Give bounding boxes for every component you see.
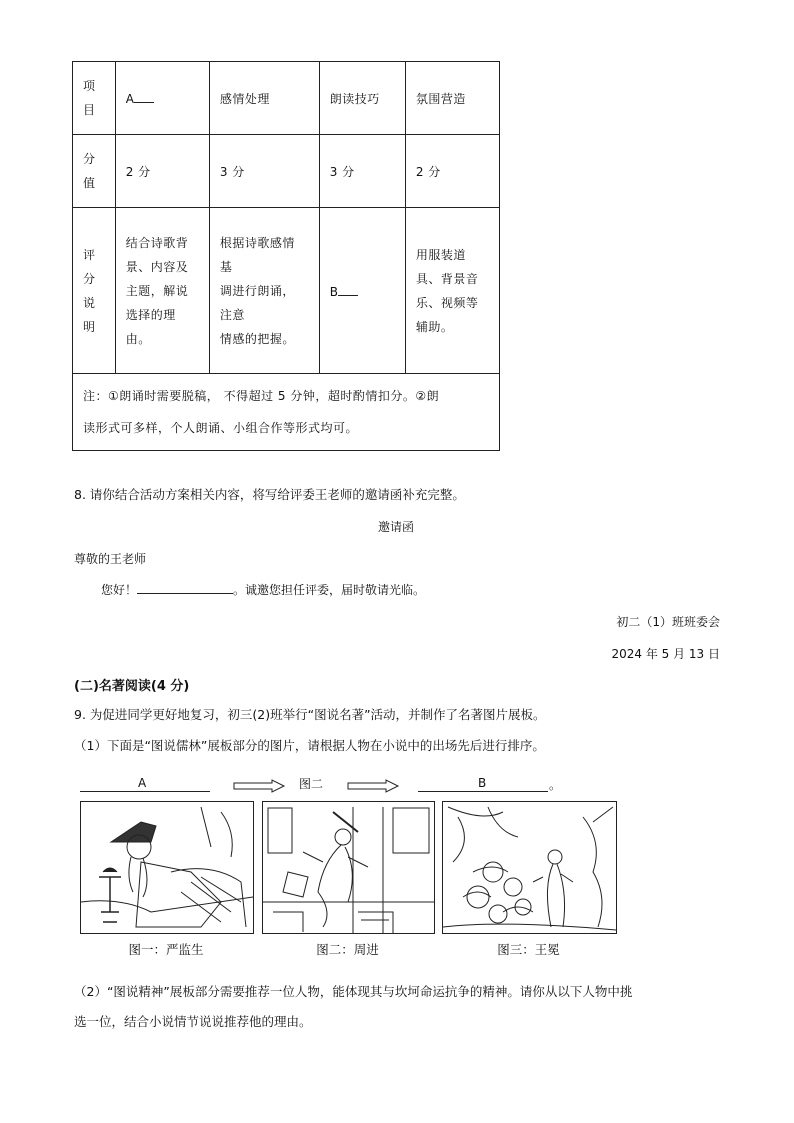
letter-signature: 初二（1）班班委会 xyxy=(616,615,720,629)
cell-line: 注意 xyxy=(219,307,245,322)
cell-emotion: 感情处理 xyxy=(209,62,319,135)
cell-criteria-emotion xyxy=(209,208,319,374)
note-line: 读形式可多样，个人朗诵、小组合作等形式均可。 xyxy=(83,421,359,435)
cell-line: 选择的理 xyxy=(125,307,176,322)
cell-line: 乐、视频等 xyxy=(415,295,479,310)
table-row xyxy=(73,62,500,135)
q9-sub2 xyxy=(74,977,734,1037)
letter-salutation: 尊敬的王老师 xyxy=(74,552,147,566)
caption-3: 图三：王冕 xyxy=(497,942,560,957)
cell-text: A xyxy=(125,92,135,106)
answer-line-a xyxy=(80,791,210,792)
cell-criteria-a xyxy=(115,208,209,374)
cell-a xyxy=(115,62,209,135)
cell-score: 2 分 xyxy=(115,135,209,208)
flow-label-b: B xyxy=(478,776,487,790)
row-label-criteria xyxy=(73,208,116,374)
letter-title: 邀请函 xyxy=(378,520,415,534)
label-char: 目 xyxy=(83,103,96,117)
label-char: 分 xyxy=(83,152,96,166)
scoring-table xyxy=(72,61,500,451)
cell-line: 由。 xyxy=(125,331,151,346)
table-row xyxy=(73,374,500,451)
illustration-scholar-icon xyxy=(81,802,253,933)
cell-technique: 朗读技巧 xyxy=(319,62,405,135)
cell-text: B xyxy=(329,284,339,299)
flow-label-a: A xyxy=(138,776,147,790)
caption-1: 图一：严监生 xyxy=(128,942,204,957)
q9-sub2-line: 选一位，结合小说情节说说推荐他的理由。 xyxy=(74,1014,312,1029)
label-char: 值 xyxy=(83,176,96,190)
arrow-right-icon xyxy=(346,779,400,793)
cell-line: 辅助。 xyxy=(415,319,454,334)
cell-line: 主题，解说 xyxy=(125,283,189,298)
letter-date: 2024 年 5 月 13 日 xyxy=(611,647,720,661)
cell-score: 2 分 xyxy=(405,135,499,208)
table-row xyxy=(73,135,500,208)
label-char: 评 xyxy=(83,247,96,262)
blank-b xyxy=(338,283,358,296)
row-label-item xyxy=(73,62,116,135)
illustration-2 xyxy=(262,801,435,934)
cell-line: 根据诗歌感情 xyxy=(219,235,295,250)
arrow-right-icon xyxy=(232,779,286,793)
answer-line-b xyxy=(418,791,548,792)
row-label-score xyxy=(73,135,116,208)
table-row xyxy=(73,208,500,374)
flow-label-mid: 图二 xyxy=(299,777,324,791)
cell-line: 调进行朗诵， xyxy=(219,283,295,298)
q9-sub1: （1）下面是“图说儒林”展板部分的图片，请根据人物在小说中的出场先后进行排序。 xyxy=(74,738,545,753)
label-char: 项 xyxy=(83,79,96,93)
cell-line: 基 xyxy=(219,259,233,274)
cell-line: 具、背景音 xyxy=(415,271,479,286)
blank-a xyxy=(134,90,154,103)
table-note xyxy=(73,374,500,451)
q8-prompt: 8. 请你结合活动方案相关内容，将写给评委王老师的邀请函补充完整。 xyxy=(74,487,465,502)
flow-end-mark: 。 xyxy=(549,778,562,792)
letter-greeting: 您好！ xyxy=(101,583,138,597)
q9-sub2-line: （2）“图说精神”展板部分需要推荐一位人物，能体现其与坎坷命运抗争的精神。请你从以下人物中挑 xyxy=(74,984,633,999)
letter-invitation: 。诚邀您担任评委，届时敬请光临。 xyxy=(233,583,426,597)
cell-score: 3 分 xyxy=(209,135,319,208)
section-title: (二)名著阅读(4 分) xyxy=(74,679,190,694)
cell-line: 结合诗歌背 xyxy=(125,235,189,250)
cell-atmosphere: 氛围营造 xyxy=(405,62,499,135)
letter-body xyxy=(101,581,425,598)
cell-score: 3 分 xyxy=(319,135,405,208)
illustration-1 xyxy=(80,801,254,934)
label-char: 说 xyxy=(83,295,96,310)
cell-line: 用服装道 xyxy=(415,247,466,262)
q9-intro: 9. 为促进同学更好地复习，初三(2)班举行“图说名著”活动，并制作了名著图片展板。 xyxy=(74,707,546,722)
cell-line: 情感的把握。 xyxy=(219,331,295,346)
cell-line: 景、内容及 xyxy=(125,259,189,274)
illustration-3 xyxy=(442,801,617,934)
illustration-doorway-icon xyxy=(263,802,434,933)
cell-criteria-b xyxy=(319,208,405,374)
note-line: 注：①朗诵时需要脱稿， 不得超过 5 分钟，超时酌情扣分。②朗 xyxy=(83,389,440,403)
cell-criteria-atmosphere xyxy=(405,208,499,374)
caption-2: 图二：周进 xyxy=(316,942,379,957)
label-char: 分 xyxy=(83,271,96,286)
label-char: 明 xyxy=(83,319,96,334)
illustration-lotus-boy-icon xyxy=(443,802,616,933)
letter-blank xyxy=(137,581,233,594)
